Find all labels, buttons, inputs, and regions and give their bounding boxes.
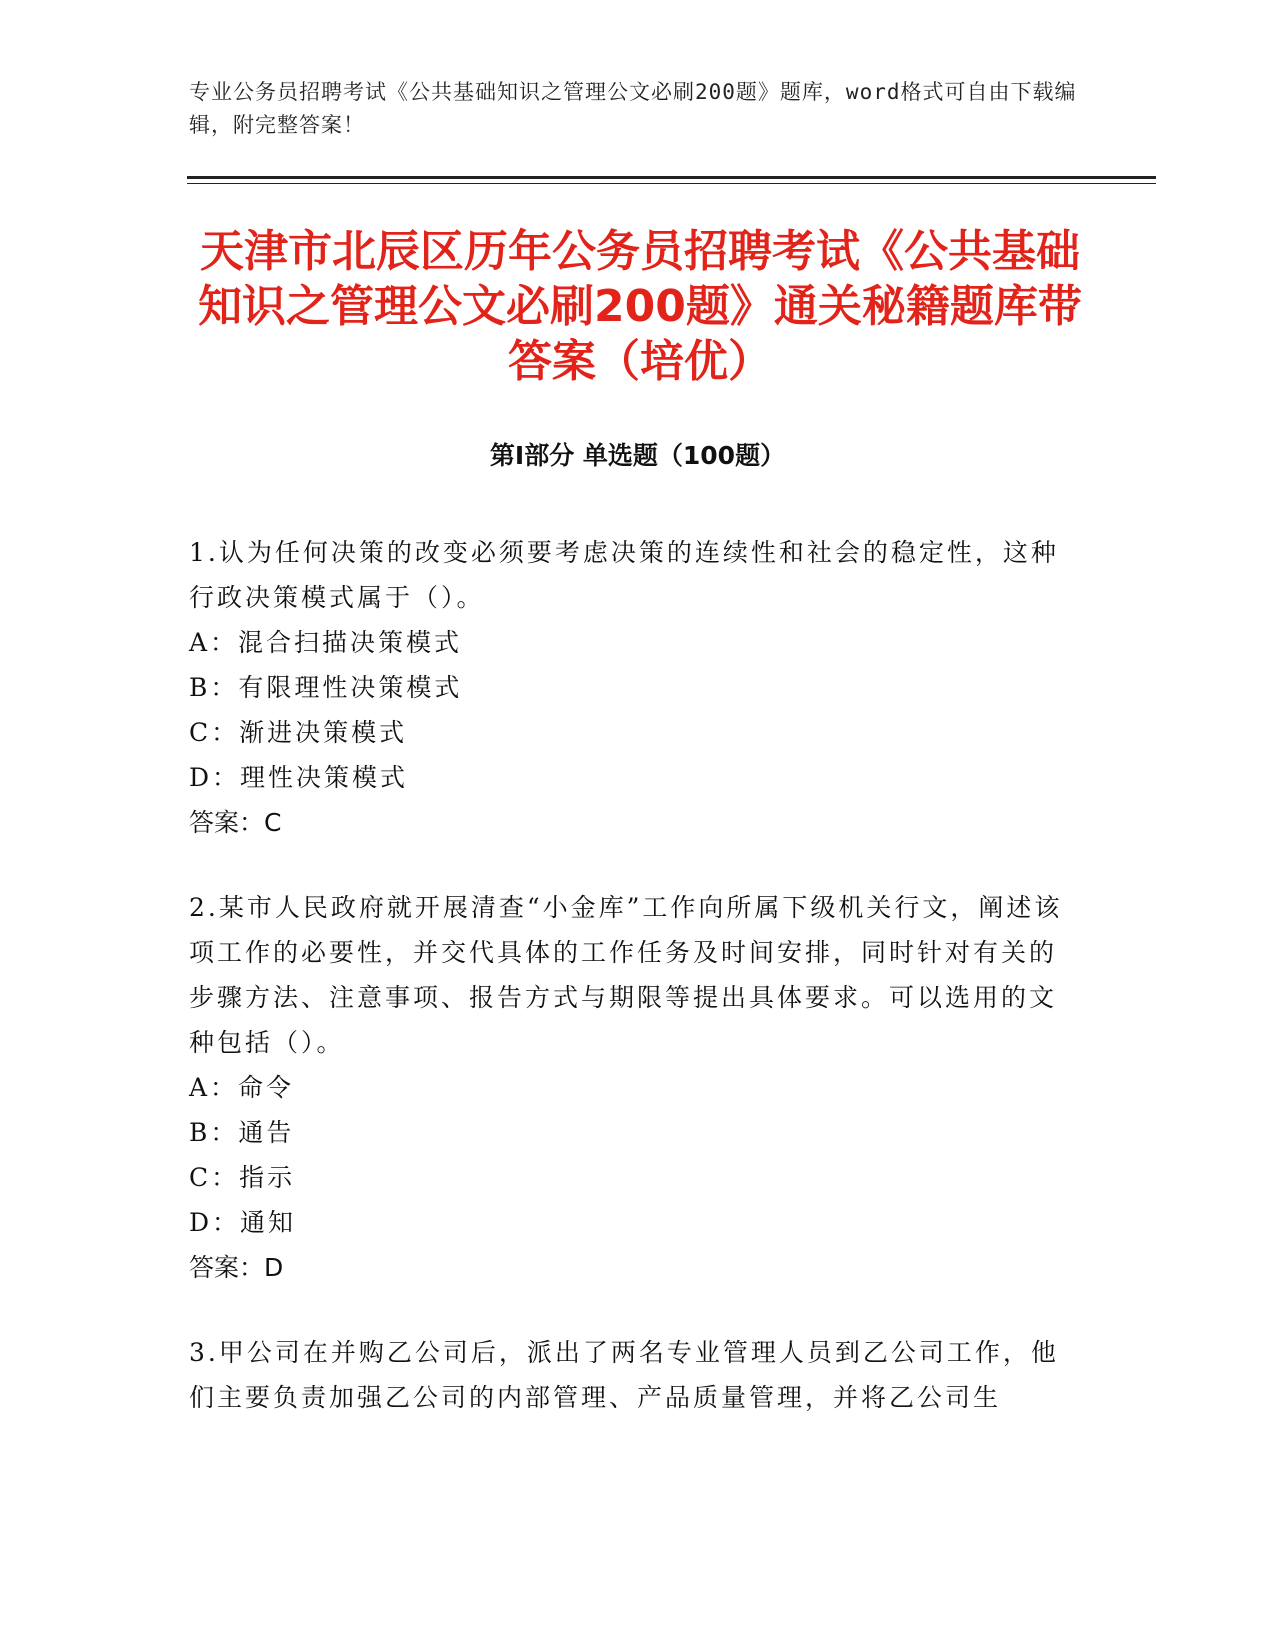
option-b: B：通告 — [189, 1118, 295, 1147]
question-stem: 1.认为任何决策的改变必须要考虑决策的连续性和社会的稳定性，这种行政决策模式属于（）。 — [189, 538, 1059, 612]
question-list — [189, 530, 1069, 1460]
option-c: C：指示 — [189, 1163, 296, 1192]
header-rule-thin — [187, 183, 1156, 184]
section-title: 第Ⅰ部分 单选题（100题） — [489, 441, 786, 470]
option-a: A：命令 — [189, 1073, 295, 1102]
answer: 答案：C — [189, 808, 282, 837]
question-2 — [189, 885, 1069, 1290]
question-3 — [189, 1330, 1069, 1420]
question-1 — [189, 530, 1069, 845]
header-note: 专业公务员招聘考试《公共基础知识之管理公文必刷200题》题库，word格式可自由下载编辑，附完整答案！ — [189, 80, 1077, 137]
option-d: D：通知 — [189, 1208, 297, 1237]
header-rule-thick — [187, 176, 1156, 179]
option-d: D：理性决策模式 — [189, 763, 409, 792]
option-c: C：渐进决策模式 — [189, 718, 408, 747]
answer: 答案：D — [189, 1253, 284, 1282]
document-title: 天津市北辰区历年公务员招聘考试《公共基础知识之管理公文必刷200题》通关秘籍题库带答案（培优） — [198, 226, 1082, 387]
question-stem: 2.某市人民政府就开展清查“小金库”工作向所属下级机关行文，阐述该项工作的必要性，并交代具体的工作任务及时间安排，同时针对有关的步骤方法、注意事项、报告方式与期限等提出具体要求。可以选用的文种包括（）。 — [189, 893, 1063, 1057]
option-b: B：有限理性决策模式 — [189, 673, 463, 702]
option-a: A：混合扫描决策模式 — [189, 628, 463, 657]
question-stem: 3.甲公司在并购乙公司后，派出了两名专业管理人员到乙公司工作，他们主要负责加强乙公司的内部管理、产品质量管理，并将乙公司生 — [189, 1338, 1059, 1412]
